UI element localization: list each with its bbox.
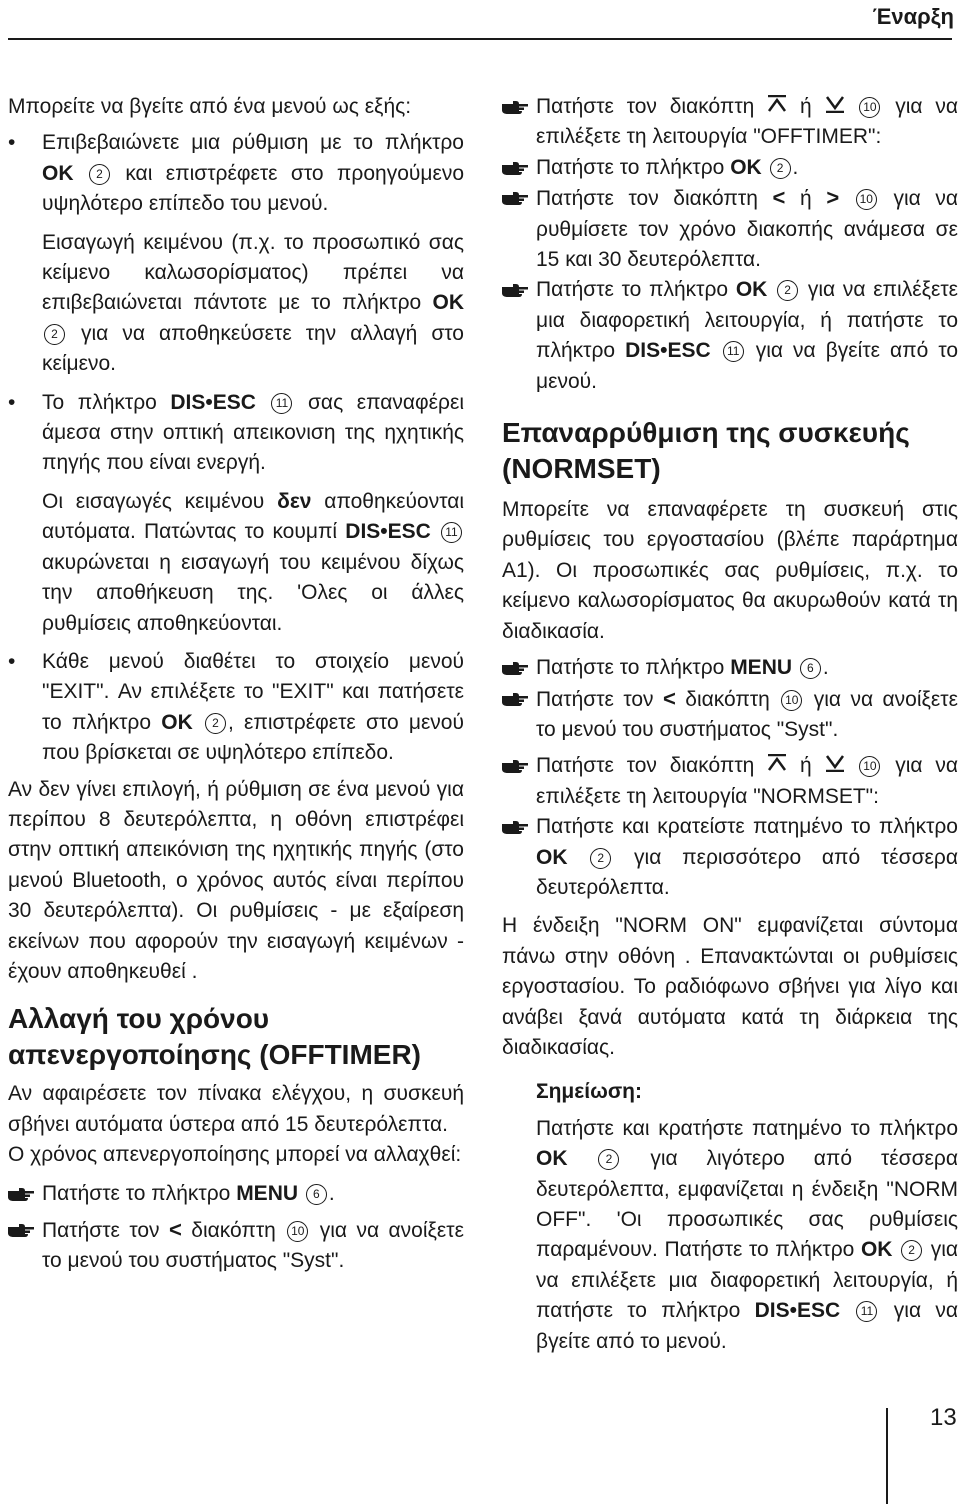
timeout-paragraph: Αν δεν γίνει επιλογή, ή ρύθμιση σε ένα μενού για περίπου 8 δευτερόλεπτα, η οθόνη επιστρέφει στην οπτική απεικόνιση της ηχητικής πηγής (στο μενού Bluetooth, ο χρόνος αυτός είναι περίπου 30 δευτερόλεπτα). Οι ρυθμίσεις - με εξαίρεση εκείνων που αφορούν την εισαγωγή κειμένων - έχουν αποθηκευθεί . [8, 777, 464, 983]
key-number-11: 11 [723, 341, 744, 362]
step-select-offtimer: Πατήστε τον διακόπτη ή 10 για να επιλέξετε τη λειτουργία "OFFTIMER": [502, 92, 958, 153]
normset-result: Η ένδειξη "NORM ON" εμφανίζεται σύντομα πάνω στην οθόνη . Επανακτώνται οι ρυθμίσεις εργοστασίου. Το ραδιόφωνο σβήνει για λίγο και ανάβει ξανά αυτόματα κατά τη διάρκεια της διαδικασίας. [502, 914, 958, 1059]
text-input-note: Εισαγωγή κειμένου (π.χ. το προσωπικό σας κείμενο καλωσορίσματος) πρέπει να επιβεβαιώνεται πάντοτε με το πλήκτρο OK 2 για να αποθηκεύσετε την αλλαγή στο κείμενο. [42, 230, 465, 376]
bullet-exit: • Κάθε μενού διαθέτει το στοιχείο μενού "EXIT". Αν επιλέξετε το "EXIT" και πατήσετε το πλήκτρο OK 2 , επιστρέφετε στο μενού που βρίσκεται σε υψηλότερο επίπεδο. [8, 647, 464, 769]
bullet-confirm: • Επιβεβαιώνετε μια ρύθμιση με το πλήκτρο OK 2 και επιστρέφετε στο προηγούμενο υψηλότερο επίπεδο του μενού. [8, 128, 464, 219]
key-number-10: 10 [859, 756, 880, 777]
key-number-2: 2 [590, 848, 611, 869]
key-number-2: 2 [205, 713, 226, 734]
header-rule [8, 38, 952, 40]
footer-rule [886, 1408, 888, 1504]
step-press-menu-normset: Πατήστε το πλήκτρο MENU 6 . [502, 653, 958, 683]
note-block [502, 1077, 958, 1357]
right-column [502, 92, 958, 1357]
down-arrow-icon [825, 95, 845, 118]
pointing-hand-icon [502, 162, 528, 175]
key-number-2: 2 [44, 324, 65, 345]
pointing-hand-icon [8, 1224, 34, 1237]
down-arrow-icon [825, 754, 845, 777]
step-set-time: Πατήστε τον διακόπτη < ή > 10 για να ρυθμίσετε τον χρόνο διακοπής ανάμεσα σε 15 και 30 δευτερόλεπτα. [502, 183, 958, 275]
right-arrow-icon: > [826, 185, 840, 211]
pointing-hand-icon [8, 1188, 34, 1201]
step-press-left: Πατήστε τον < διακόπτη 10 για να ανοίξετε το μενού του συστήματος "Syst". [8, 1215, 464, 1277]
step-press-menu: Πατήστε το πλήκτρο MENU 6 . [8, 1179, 464, 1209]
pointing-hand-icon [502, 693, 528, 706]
offtimer-intro: Αν αφαιρέσετε τον πίνακα ελέγχου, η συσκευή σβήνει αυτόματα ύστερα από 15 δευτερόλεπτα. [8, 1082, 464, 1136]
key-number-11: 11 [271, 393, 292, 414]
up-arrow-icon [767, 754, 787, 777]
note-text: Πατήστε και κρατήστε πατημένο το πλήκτρο OK 2 για λιγότερο από τέσσερα δευτερόλεπτα, εμφανίζεται η ένδειξη "NORM OFF". 'Οι προσωπικές σας ρυθμίσεις παραμένουν. Πατήστε το πλήκτρο OK 2 για να επιλέξετε μια διαφορετική λειτουργία, ή πατήστε το πλήκτρο DIS•ESC 11 για να βγείτε από το μενού. [536, 1116, 959, 1353]
intro-text: Μπορείτε να βγείτε από ένα μενού ως εξής: [8, 95, 412, 118]
page-number: 13 [930, 1404, 957, 1431]
step-press-left-normset: Πατήστε τον < διακόπτη 10 για να ανοίξετε το μενού του συστήματος "Syst". [502, 684, 958, 746]
left-column [8, 92, 464, 1277]
text-not-saved-note: Οι εισαγωγές κειμένου δεν αποθηκεύονται αυτόματα. Πατώντας το κουμπί DIS•ESC 11 ακυρώνεται η εισαγωγή του κειμένου δίχως την αποθήκευση της. 'Ολες οι άλλες ρυθμίσεις αποθηκεύονται. [42, 489, 464, 635]
heading-offtimer: Αλλαγή του χρόνου απενεργοποίησης (OFFTIMER) [8, 1003, 421, 1071]
pointing-hand-icon [502, 101, 528, 114]
key-number-10: 10 [287, 1221, 308, 1242]
offtimer-change: Ο χρόνος απενεργοποίησης μπορεί να αλλαχθεί: [8, 1143, 462, 1167]
step-confirm-or-exit: Πατήστε το πλήκτρο OK 2 για να επιλέξετε μια διαφορετική λειτουργία, ή πατήστε το πλήκτρο DIS•ESC 11 για να βγείτε από το μενού. [502, 275, 958, 397]
normset-intro: Μπορείτε να επαναφέρετε τη συσκευή στις ρυθμίσεις του εργοστασίου (βλέπε παράρτημα A1). Οι προσωπικές σας ρυθμίσεις, π.χ. το κείμενο καλωσορίσματος θα ακυρωθούν κατά τη διαδικασία. [502, 498, 958, 643]
key-number-10: 10 [856, 189, 877, 210]
note-title: Σημείωση: [536, 1080, 643, 1104]
pointing-hand-icon [502, 662, 528, 675]
key-number-6: 6 [306, 1184, 327, 1205]
up-arrow-icon [767, 95, 787, 118]
key-number-11: 11 [856, 1301, 877, 1322]
left-arrow-icon: < [772, 185, 786, 211]
key-number-2: 2 [89, 164, 110, 185]
key-number-2: 2 [770, 158, 791, 179]
key-number-2: 2 [598, 1149, 619, 1170]
key-number-10: 10 [859, 97, 880, 118]
key-number-10: 10 [781, 690, 802, 711]
key-number-11: 11 [441, 522, 462, 543]
bullet-dis-esc: • Το πλήκτρο DIS•ESC 11 σας επαναφέρει άμεσα στην οπτική απεικονιση της ηχητικής πηγής που είναι ενεργή. [8, 388, 464, 479]
key-number-6: 6 [800, 658, 821, 679]
left-arrow-icon: < [168, 1217, 182, 1242]
step-select-normset: Πατήστε τον διακόπτη ή 10 για να επιλέξετε τη λειτουργία "NORMSET": [502, 751, 958, 812]
pointing-hand-icon [502, 821, 528, 834]
left-arrow-icon: < [662, 685, 676, 711]
heading-normset: Επαναρρύθμιση της συσκευής (NORMSET) [502, 417, 910, 485]
pointing-hand-icon [502, 192, 528, 205]
key-number-2: 2 [901, 1240, 922, 1261]
page-header-title: Έναρξη [872, 4, 954, 29]
pointing-hand-icon [502, 760, 528, 773]
step-press-ok: Πατήστε το πλήκτρο OK 2 . [502, 153, 958, 183]
step-hold-ok: Πατήστε και κρατείστε πατημένο το πλήκτρο OK 2 για περισσότερο από τέσσερα δευτερόλεπτα. [502, 812, 958, 903]
key-number-2: 2 [777, 280, 798, 301]
pointing-hand-icon [502, 284, 528, 297]
